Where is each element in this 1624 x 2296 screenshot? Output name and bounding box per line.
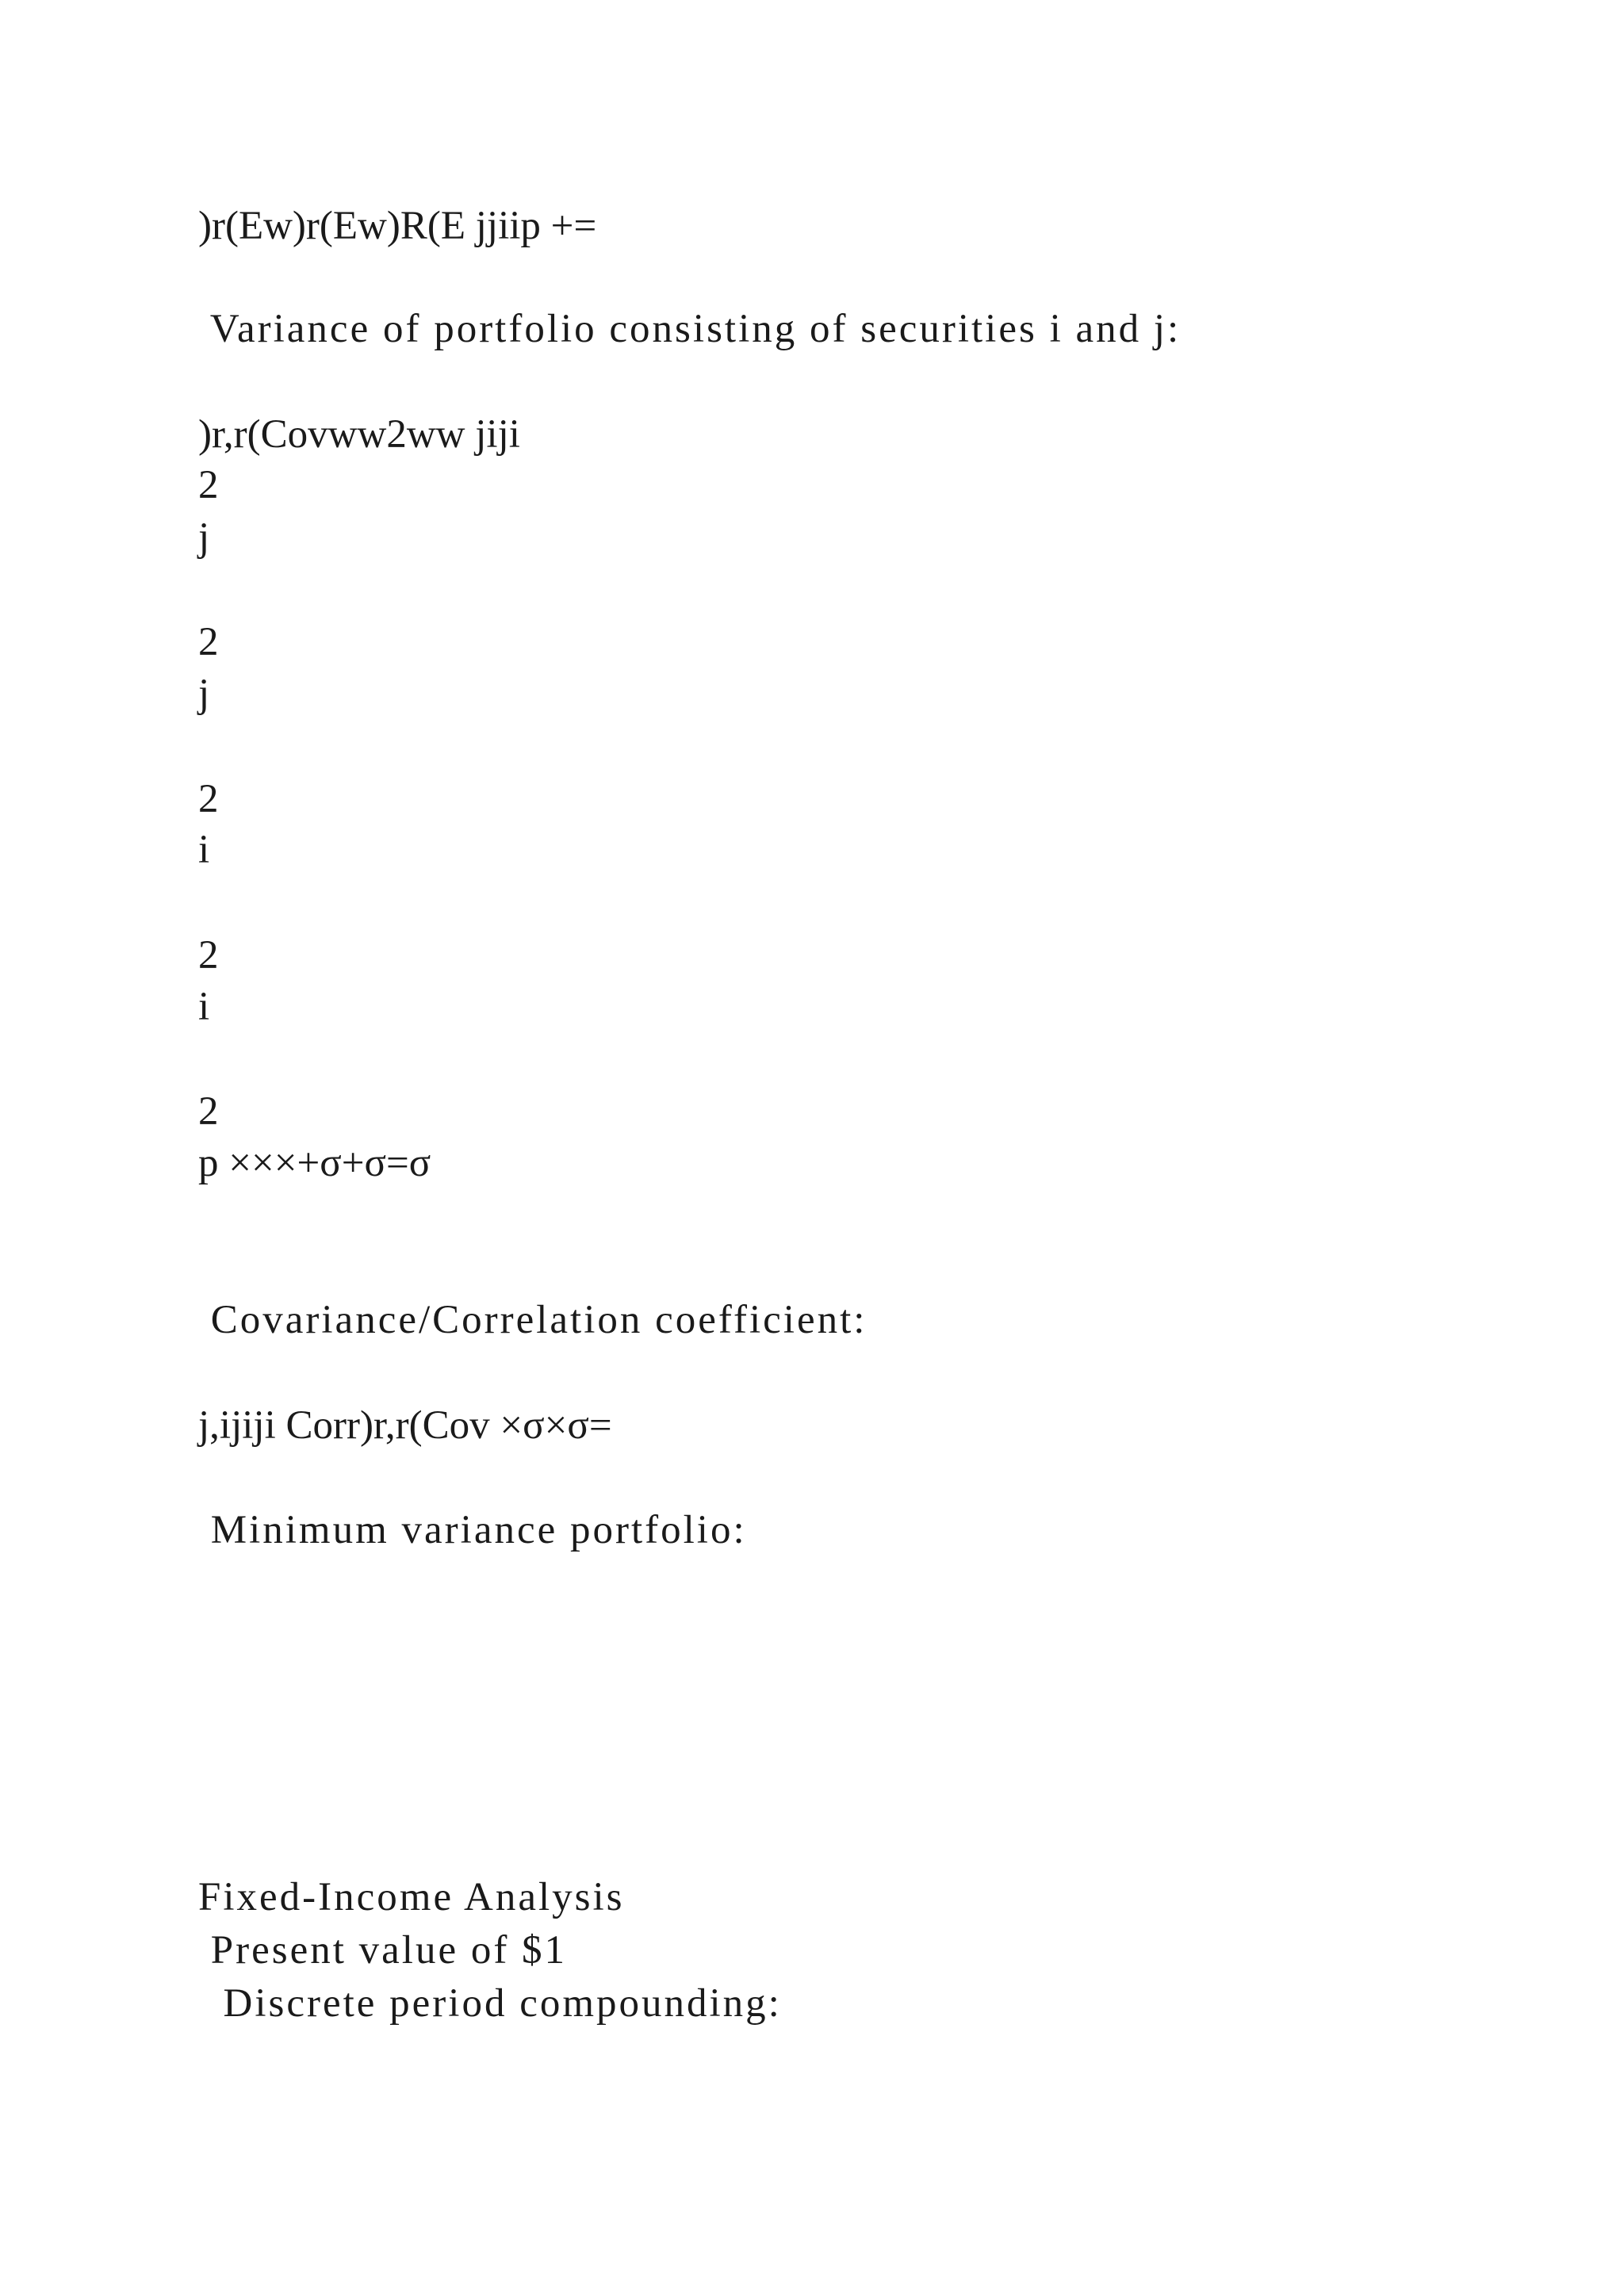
- min-variance-heading: Minimum variance portfolio:: [198, 1508, 747, 1552]
- subheading: Discrete period compounding:: [198, 1981, 782, 2026]
- portfolio-variance-formula: p ×××+σ+σ=σ: [198, 1141, 431, 1185]
- formula-fragment: i: [198, 828, 210, 872]
- formula-fragment: 2: [198, 777, 219, 821]
- subheading: Present value of $1: [198, 1928, 568, 1973]
- section-title: Fixed-Income Analysis: [198, 1875, 625, 1919]
- expected-return-formula: )r(Ew)r(Ew)R(E jjiip +=: [198, 204, 597, 248]
- formula-fragment: j: [198, 672, 210, 716]
- formula-fragment: 2: [198, 463, 219, 507]
- formula-fragment: 2: [198, 933, 219, 978]
- formula-fragment: 2: [198, 1089, 219, 1134]
- formula-fragment: 2: [198, 620, 219, 664]
- formula-fragment: j: [198, 515, 210, 560]
- variance-heading: Variance of portfolio consisting of securities i and j:: [198, 307, 1182, 351]
- covariance-heading: Covariance/Correlation coefficient:: [198, 1298, 868, 1342]
- covariance-formula: j,ijiji Corr)r,r(Cov ×σ×σ=: [198, 1403, 612, 1448]
- formula-fragment: i: [198, 985, 210, 1029]
- variance-formula-line: )r,r(Covww2ww jiji: [198, 412, 520, 457]
